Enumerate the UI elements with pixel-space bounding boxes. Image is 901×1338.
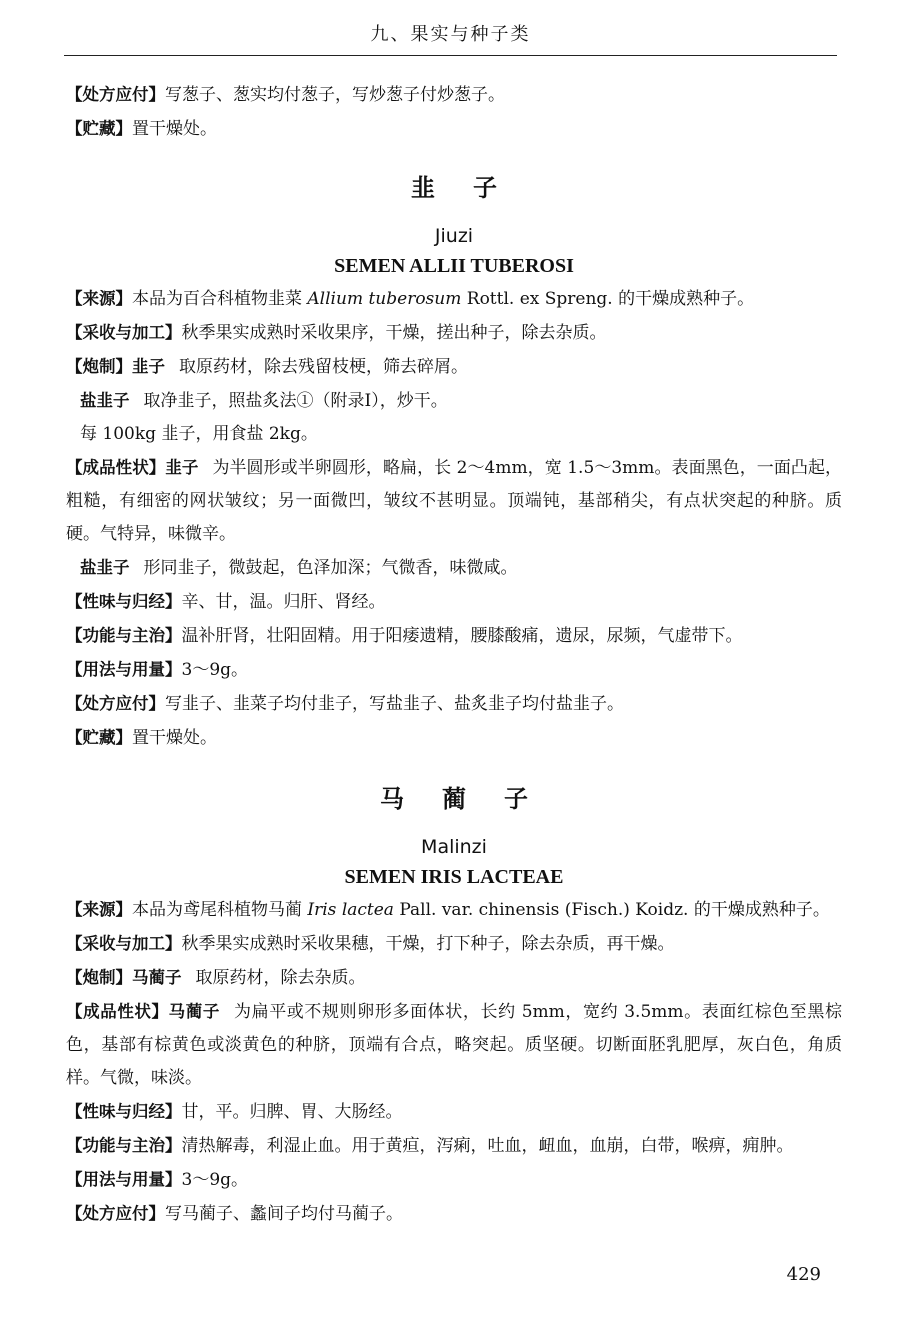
processing-line [66, 961, 842, 995]
entry-pinyin: Malinzi [421, 836, 487, 858]
section-label: 【成品性状】 [66, 1002, 169, 1021]
sub-label: 盐韭子 [80, 558, 130, 577]
sub-label: 韭子 [132, 357, 165, 376]
section-label: 【处方应付】 [66, 694, 165, 713]
section-label: 【成品性状】 [66, 458, 166, 477]
section-text: 为半圆形或半卵圆形，略扁，长 2～4mm，宽 1.5～3mm。表面黑色，一面凸起，粗糙，有细密的网状皱纹；另一面微凹，皱纹不甚明显。顶端钝，基部稍尖，有点状突起的种脐。质硬。气特异，味微辛。 [66, 458, 843, 544]
section-text: 秋季果实成熟时采收果穗，干燥，打下种子，除去杂质，再干燥。 [181, 934, 675, 954]
section-text: 本品为百合科植物韭菜 [132, 289, 308, 309]
taste-line [66, 585, 842, 619]
function-line [66, 619, 842, 653]
section-label: 【采收与加工】 [66, 323, 182, 342]
sub-label: 马蔺子 [132, 968, 182, 987]
section-label: 【性味与归经】 [66, 1102, 182, 1121]
properties-paragraph [66, 451, 842, 551]
harvest-line [66, 316, 842, 350]
section-text: 秋季果实成熟时采收果序，干燥，搓出种子，除去杂质。 [181, 323, 607, 343]
species-name: Iris lactea [307, 900, 394, 920]
section-label: 【采收与加工】 [66, 934, 182, 953]
section-text: 取原药材，除去杂质。 [195, 968, 366, 988]
section-text: 形同韭子，微鼓起，色泽加深；气微香，味微咸。 [143, 558, 518, 578]
entry-pinyin: Jiuzi [434, 225, 474, 247]
sub-label: 马蔺子 [168, 1002, 220, 1021]
section-text: 取净韭子，照盐炙法①（附录Ⅰ），炒干。 [143, 391, 448, 411]
storage-line [66, 112, 842, 146]
species-name: Allium tuberosum [307, 289, 462, 309]
harvest-line [66, 927, 842, 961]
salt-ratio-line: 每 100kg 韭子，用食盐 2kg。 [80, 424, 318, 444]
section-text: 3～9g。 [181, 660, 249, 680]
salt-processing-line [66, 384, 842, 418]
entry-latin-name: SEMEN IRIS LACTEAE [344, 866, 564, 888]
processing-line [66, 350, 842, 384]
section-label: 【用法与用量】 [66, 660, 182, 679]
page-content [66, 78, 842, 1231]
section-label: 【来源】 [66, 900, 132, 919]
dosage-line [66, 1163, 842, 1197]
section-label: 【性味与归经】 [66, 592, 182, 611]
section-text: 清热解毒，利湿止血。用于黄疸，泻痢，吐血，衄血，血崩，白带，喉痹，痈肿。 [181, 1136, 794, 1156]
section-text: 置干燥处。 [132, 119, 217, 139]
function-line [66, 1129, 842, 1163]
sub-label: 韭子 [165, 458, 199, 477]
page-number: 429 [786, 1264, 821, 1285]
sub-label: 盐韭子 [80, 391, 130, 410]
taste-line [66, 1095, 842, 1129]
section-text: 写葱子、葱实均付葱子，写炒葱子付炒葱子。 [165, 85, 505, 105]
entry-latin-name: SEMEN ALLII TUBEROSI [334, 255, 574, 277]
entry-title-jiuzi: 韭子 [411, 174, 535, 202]
section-label: 【用法与用量】 [66, 1170, 182, 1189]
section-label: 【炮制】 [66, 357, 132, 376]
section-text: 甘，平。归脾、胃、大肠经。 [181, 1102, 403, 1122]
source-line [66, 893, 842, 927]
section-text: 取原药材，除去残留枝梗，筛去碎屑。 [179, 357, 468, 377]
prescription-line [66, 687, 842, 721]
header-rule [64, 55, 837, 56]
section-text: Rottl. ex Spreng. 的干燥成熟种子。 [461, 289, 755, 309]
prescription-line [66, 1197, 842, 1231]
section-text: Pall. var. chinensis (Fisch.) Koidz. 的干燥成熟种子。 [393, 900, 830, 920]
salt-properties-line [66, 551, 842, 585]
section-label: 【处方应付】 [66, 85, 165, 104]
section-label: 【处方应付】 [66, 1204, 165, 1223]
section-label: 【贮藏】 [66, 119, 132, 138]
section-label: 【炮制】 [66, 968, 132, 987]
running-header: 九、果实与种子类 [370, 24, 531, 45]
section-text: 写韭子、韭菜子均付韭子，写盐韭子、盐炙韭子均付盐韭子。 [165, 694, 624, 714]
section-text: 本品为鸢尾科植物马蔺 [132, 900, 308, 920]
section-text: 置干燥处。 [132, 728, 217, 748]
section-label: 【来源】 [66, 289, 132, 308]
section-label: 【贮藏】 [66, 728, 132, 747]
entry-title-malinzi: 马蔺子 [380, 785, 566, 813]
section-text: 3～9g。 [181, 1170, 249, 1190]
section-text: 为扁平或不规则卵形多面体状，长约 5mm，宽约 3.5mm。表面红棕色至黑棕色，基部有棕黄色或淡黄色的种脐，顶端有合点，略突起。质坚硬。切断面胚乳肥厚，灰白色，角质样。气微，味淡。 [66, 1002, 843, 1088]
section-text: 温补肝肾，壮阳固精。用于阳痿遗精，腰膝酸痛，遗尿，尿频，气虚带下。 [181, 626, 743, 646]
source-line [66, 282, 842, 316]
prescription-line [66, 78, 842, 112]
properties-paragraph [66, 995, 842, 1095]
dosage-line [66, 653, 842, 687]
section-label: 【功能与主治】 [66, 1136, 182, 1155]
storage-line [66, 721, 842, 755]
section-text: 辛、甘，温。归肝、肾经。 [181, 592, 386, 612]
section-label: 【功能与主治】 [66, 626, 182, 645]
section-text: 写马蔺子、蠡间子均付马蔺子。 [165, 1204, 403, 1224]
